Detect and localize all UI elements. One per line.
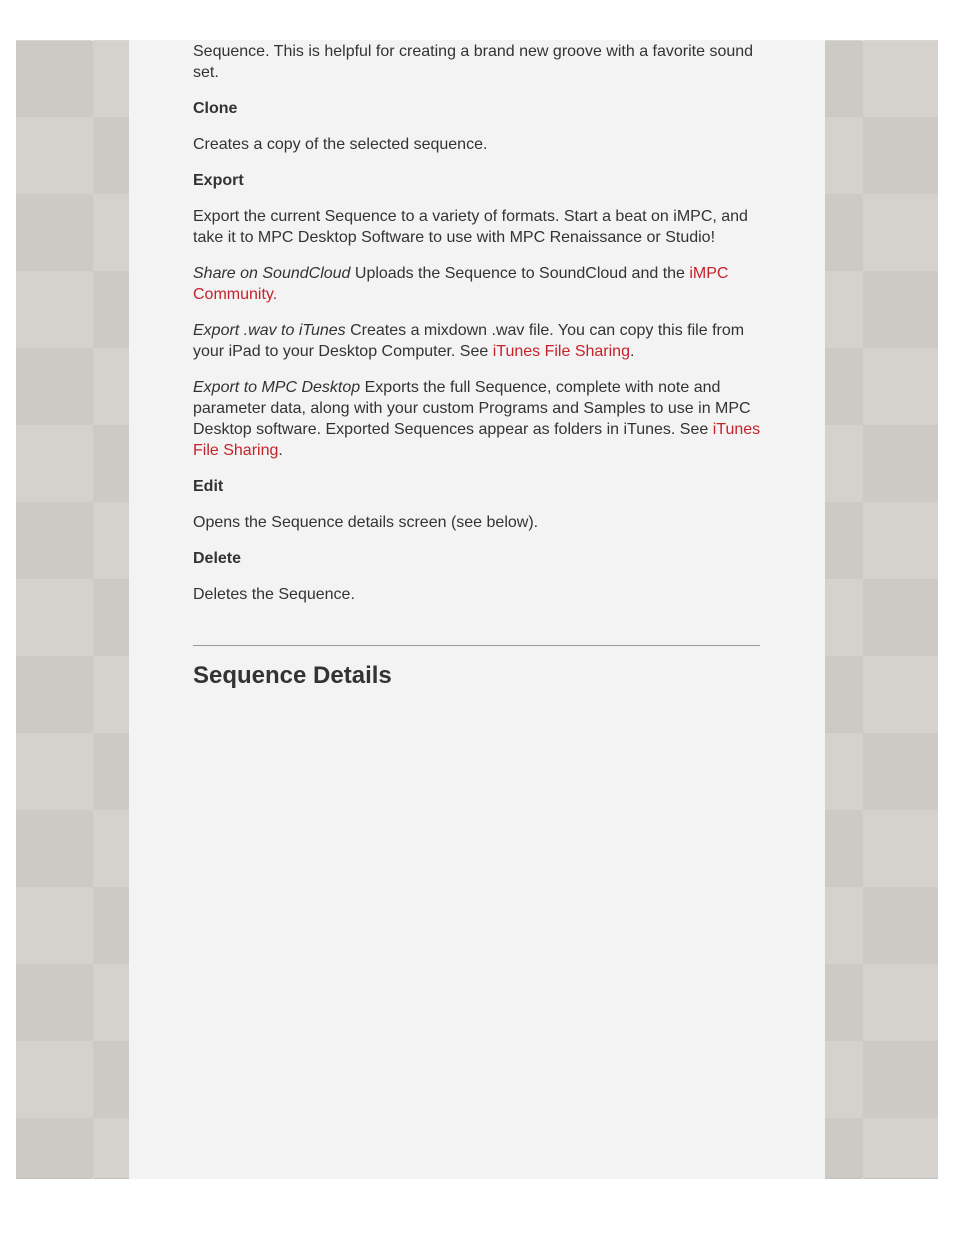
mpc-text: Exports the full Sequence, complete with note and parameter data, along with your custom Programs and Samples to use in MPC Desktop software. Exported Sequences appear as folders in iTunes. See [193,379,751,438]
intro-paragraph: Sequence. This is helpful for creating a brand new groove with a favorite sound set. [193,43,754,81]
content-panel [129,40,825,1179]
wav-text: Creates a mixdown .wav file. You can copy this file from your iPad to your Desktop Computer. See [193,322,745,360]
clone-heading: Clone [193,100,238,117]
wav-paragraph [193,320,761,362]
section-divider [193,645,760,646]
delete-description: Deletes the Sequence. [193,586,355,603]
edit-description: Opens the Sequence details screen (see below). [193,514,539,531]
delete-heading: Delete [193,550,242,567]
soundcloud-label: Share on SoundCloud [193,265,351,282]
export-description: Export the current Sequence to a variety of formats. Start a beat on iMPC, and take it to MPC Desktop Software to use with MPC Renaissance or Studio! [193,208,748,246]
clone-description: Creates a copy of the selected sequence. [193,136,488,153]
impc-community-link[interactable]: iMPC Community [193,265,729,303]
article-body [193,40,761,690]
mpc-period: . [278,442,283,459]
impc-community-link-period[interactable]: . [272,286,278,303]
mpc-label: Export to MPC Desktop [193,379,361,396]
sequence-details-title: Sequence Details [193,662,392,689]
soundcloud-paragraph [193,263,761,305]
itunes-file-sharing-link-2[interactable]: iTunes File Sharing [193,421,761,459]
itunes-file-sharing-link[interactable]: iTunes File Sharing [492,343,630,360]
mpc-paragraph [193,377,761,461]
export-heading: Export [193,172,244,189]
wav-period: . [629,343,635,360]
soundcloud-text: Uploads the Sequence to SoundCloud and the [350,265,690,282]
wav-label: Export .wav to iTunes [193,322,346,339]
edit-heading: Edit [193,478,224,495]
